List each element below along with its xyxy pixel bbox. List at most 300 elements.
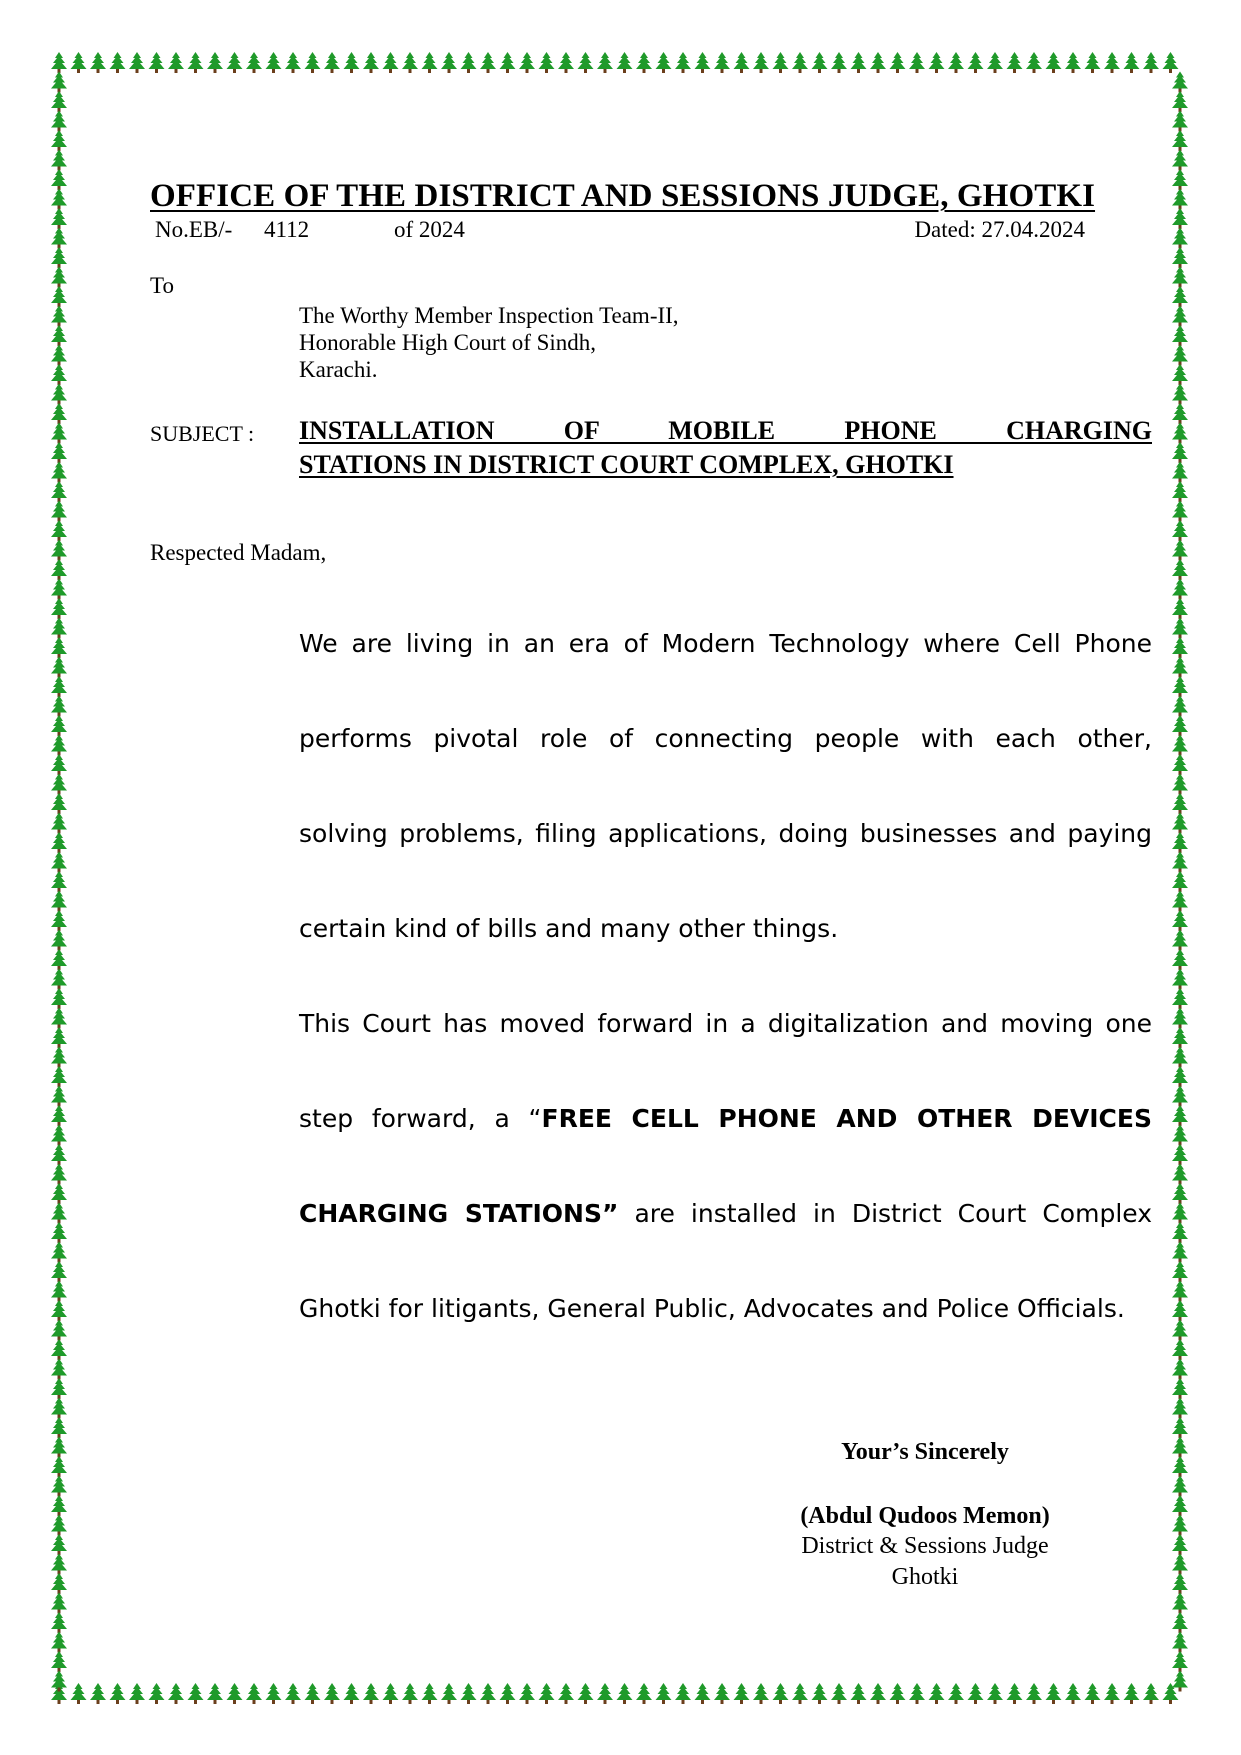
tree-icon bbox=[1172, 1339, 1188, 1360]
tree-icon bbox=[51, 208, 67, 229]
tree-icon bbox=[1172, 228, 1188, 249]
tree-icon bbox=[1172, 130, 1188, 151]
tree-icon bbox=[1172, 1164, 1188, 1185]
tree-icon bbox=[1007, 52, 1023, 73]
tree-icon bbox=[1172, 1144, 1188, 1165]
tree-icon bbox=[422, 1683, 438, 1704]
tree-icon bbox=[1172, 1047, 1188, 1068]
tree-icon bbox=[51, 1047, 67, 1068]
tree-icon bbox=[266, 52, 282, 73]
tree-icon bbox=[1172, 169, 1188, 190]
tree-icon bbox=[51, 793, 67, 814]
tree-icon bbox=[1172, 111, 1188, 132]
tree-icon bbox=[51, 1008, 67, 1029]
tree-icon bbox=[344, 1683, 360, 1704]
body-line: We are living in an era of Modern Technology where Cell Phone bbox=[299, 629, 1152, 658]
tree-icon bbox=[51, 1417, 67, 1438]
salutation: Respected Madam, bbox=[150, 540, 327, 565]
tree-icon bbox=[539, 52, 555, 73]
tree-icon bbox=[1172, 793, 1188, 814]
tree-icon bbox=[1172, 462, 1188, 483]
body-line bbox=[299, 1198, 1152, 1230]
tree-icon bbox=[1172, 286, 1188, 307]
tree-icon bbox=[441, 1683, 457, 1704]
tree-icon bbox=[1104, 52, 1120, 73]
tree-icon bbox=[51, 1359, 67, 1380]
tree-icon bbox=[51, 1105, 67, 1126]
tree-icon bbox=[51, 91, 67, 112]
tree-icon bbox=[441, 52, 457, 73]
tree-icon bbox=[51, 1320, 67, 1341]
tree-icon bbox=[51, 1651, 67, 1672]
tree-icon bbox=[812, 1683, 828, 1704]
tree-icon bbox=[402, 1683, 418, 1704]
tree-icon bbox=[1172, 871, 1188, 892]
addressee-line: Karachi. bbox=[299, 357, 378, 382]
tree-icon bbox=[207, 52, 223, 73]
tree-icon bbox=[324, 1683, 340, 1704]
tree-icon bbox=[1172, 1495, 1188, 1516]
tree-icon bbox=[1172, 910, 1188, 931]
reference-prefix: No.EB/- bbox=[155, 217, 233, 242]
tree-icon bbox=[831, 52, 847, 73]
tree-icon bbox=[51, 501, 67, 522]
tree-icon bbox=[1172, 150, 1188, 171]
tree-icon bbox=[51, 1437, 67, 1458]
tree-icon bbox=[1172, 267, 1188, 288]
tree-icon bbox=[1046, 1683, 1062, 1704]
tree-icon bbox=[51, 696, 67, 717]
tree-icon bbox=[929, 1683, 945, 1704]
tree-icon bbox=[851, 1683, 867, 1704]
tree-icon bbox=[1172, 930, 1188, 951]
tree-icon bbox=[617, 52, 633, 73]
tree-icon bbox=[51, 1261, 67, 1282]
tree-icon bbox=[1172, 988, 1188, 1009]
tree-icon bbox=[168, 52, 184, 73]
tree-icon bbox=[1172, 1008, 1188, 1029]
tree-icon bbox=[51, 364, 67, 385]
tree-icon bbox=[734, 1683, 750, 1704]
tree-icon bbox=[1172, 325, 1188, 346]
body-line: solving problems, filing applications, doing businesses and paying bbox=[299, 819, 1152, 848]
tree-icon bbox=[51, 813, 67, 834]
tree-icon bbox=[675, 52, 691, 73]
tree-icon bbox=[890, 52, 906, 73]
tree-icon bbox=[1172, 852, 1188, 873]
tree-icon bbox=[51, 1086, 67, 1107]
tree-icon bbox=[831, 1683, 847, 1704]
tree-icon bbox=[1172, 1027, 1188, 1048]
tree-icon bbox=[51, 891, 67, 912]
tree-icon bbox=[1172, 1593, 1188, 1614]
tree-icon bbox=[383, 1683, 399, 1704]
tree-icon bbox=[1172, 735, 1188, 756]
tree-icon bbox=[51, 949, 67, 970]
tree-icon bbox=[1172, 1515, 1188, 1536]
tree-icon bbox=[1172, 1573, 1188, 1594]
tree-icon bbox=[480, 52, 496, 73]
tree-icon bbox=[51, 1456, 67, 1477]
tree-icon bbox=[51, 462, 67, 483]
tree-icon bbox=[51, 267, 67, 288]
closing: Your’s Sincerely bbox=[841, 1439, 1009, 1465]
tree-icon bbox=[1172, 676, 1188, 697]
tree-icon bbox=[51, 988, 67, 1009]
tree-icon bbox=[363, 52, 379, 73]
tree-icon bbox=[1172, 1300, 1188, 1321]
tree-icon bbox=[51, 969, 67, 990]
signatory-name: (Abdul Qudoos Memon) bbox=[800, 1503, 1050, 1529]
tree-icon bbox=[1172, 1359, 1188, 1380]
tree-icon bbox=[324, 52, 340, 73]
tree-icon bbox=[1172, 1222, 1188, 1243]
tree-icon bbox=[90, 52, 106, 73]
tree-icon bbox=[51, 1027, 67, 1048]
signatory-place: Ghotki bbox=[891, 1564, 959, 1590]
tree-icon bbox=[1085, 1683, 1101, 1704]
tree-icon bbox=[597, 52, 613, 73]
tree-icon bbox=[51, 1632, 67, 1653]
tree-icon bbox=[51, 1476, 67, 1497]
tree-icon bbox=[1172, 1105, 1188, 1126]
tree-icon bbox=[51, 481, 67, 502]
tree-icon bbox=[51, 559, 67, 580]
tree-icon bbox=[51, 598, 67, 619]
tree-icon bbox=[792, 52, 808, 73]
tree-icon bbox=[1124, 52, 1140, 73]
tree-icon bbox=[51, 657, 67, 678]
tree-icon bbox=[636, 1683, 652, 1704]
tree-icon bbox=[51, 247, 67, 268]
tree-icon bbox=[402, 52, 418, 73]
tree-icon bbox=[51, 423, 67, 444]
tree-icon bbox=[695, 52, 711, 73]
tree-icon bbox=[1172, 657, 1188, 678]
tree-icon bbox=[1172, 1398, 1188, 1419]
tree-icon bbox=[500, 1683, 516, 1704]
tree-icon bbox=[519, 52, 535, 73]
tree-icon bbox=[1104, 1683, 1120, 1704]
tree-icon bbox=[597, 1683, 613, 1704]
tree-icon bbox=[168, 1683, 184, 1704]
tree-icon bbox=[675, 1683, 691, 1704]
tree-icon bbox=[51, 910, 67, 931]
tree-icon bbox=[1172, 442, 1188, 463]
tree-icon bbox=[1172, 1437, 1188, 1458]
tree-icon bbox=[1172, 72, 1188, 93]
tree-icon bbox=[188, 52, 204, 73]
tree-icon bbox=[1172, 1378, 1188, 1399]
tree-icon bbox=[51, 1281, 67, 1302]
tree-icon bbox=[51, 852, 67, 873]
tree-icon bbox=[792, 1683, 808, 1704]
tree-icon bbox=[129, 1683, 145, 1704]
tree-icon bbox=[51, 1183, 67, 1204]
tree-icon bbox=[1065, 1683, 1081, 1704]
tree-icon bbox=[51, 130, 67, 151]
tree-icon bbox=[51, 1534, 67, 1555]
tree-icon bbox=[1172, 949, 1188, 970]
tree-icon bbox=[1065, 52, 1081, 73]
tree-icon bbox=[51, 735, 67, 756]
tree-icon bbox=[51, 1683, 67, 1704]
tree-icon bbox=[812, 52, 828, 73]
tree-icon bbox=[1172, 1554, 1188, 1575]
tree-icon bbox=[1172, 813, 1188, 834]
tree-icon bbox=[110, 1683, 126, 1704]
tree-icon bbox=[71, 52, 87, 73]
tree-icon bbox=[51, 1554, 67, 1575]
tree-icon bbox=[51, 1573, 67, 1594]
tree-icon bbox=[636, 52, 652, 73]
tree-icon bbox=[519, 1683, 535, 1704]
tree-icon bbox=[909, 52, 925, 73]
tree-icon bbox=[870, 52, 886, 73]
tree-icon bbox=[51, 1398, 67, 1419]
tree-icon bbox=[695, 1683, 711, 1704]
tree-icon bbox=[51, 1515, 67, 1536]
tree-icon bbox=[753, 1683, 769, 1704]
tree-icon bbox=[129, 52, 145, 73]
tree-icon bbox=[1172, 1651, 1188, 1672]
tree-icon bbox=[558, 1683, 574, 1704]
tree-icon bbox=[1172, 1203, 1188, 1224]
body-text: step forward, a “ bbox=[299, 1104, 542, 1133]
tree-icon bbox=[51, 384, 67, 405]
tree-icon bbox=[539, 1683, 555, 1704]
tree-icon bbox=[51, 1593, 67, 1614]
tree-icon bbox=[1172, 1242, 1188, 1263]
tree-icon bbox=[1172, 1671, 1188, 1692]
body-emphasis: CHARGING STATIONS” bbox=[299, 1199, 619, 1228]
tree-icon bbox=[1172, 306, 1188, 327]
tree-icon bbox=[734, 52, 750, 73]
tree-icon bbox=[1172, 91, 1188, 112]
reference-number: 4112 bbox=[264, 217, 310, 242]
tree-icon bbox=[246, 1683, 262, 1704]
tree-icon bbox=[1026, 52, 1042, 73]
tree-icon bbox=[383, 52, 399, 73]
body-line bbox=[299, 1103, 1152, 1135]
tree-icon bbox=[51, 1125, 67, 1146]
tree-icon bbox=[1172, 403, 1188, 424]
tree-icon bbox=[1172, 891, 1188, 912]
tree-icon bbox=[71, 1683, 87, 1704]
tree-icon bbox=[1172, 1417, 1188, 1438]
tree-icon bbox=[1124, 1683, 1140, 1704]
tree-icon bbox=[1172, 598, 1188, 619]
tree-icon bbox=[51, 618, 67, 639]
tree-icon bbox=[51, 1300, 67, 1321]
tree-icon bbox=[51, 325, 67, 346]
tree-icon bbox=[51, 442, 67, 463]
signatory-designation: District & Sessions Judge bbox=[801, 1533, 1049, 1559]
letter-date: Dated: 27.04.2024 bbox=[914, 217, 1085, 242]
tree-icon bbox=[1172, 754, 1188, 775]
subject-line: STATIONS IN DISTRICT COURT COMPLEX, GHOTKI bbox=[299, 450, 954, 479]
tree-icon bbox=[1172, 637, 1188, 658]
tree-icon bbox=[227, 1683, 243, 1704]
tree-icon bbox=[1172, 1066, 1188, 1087]
tree-icon bbox=[968, 1683, 984, 1704]
subject-label: SUBJECT : bbox=[150, 421, 255, 446]
tree-icon bbox=[1172, 208, 1188, 229]
tree-icon bbox=[51, 637, 67, 658]
office-title: OFFICE OF THE DISTRICT AND SESSIONS JUDGE, GHOTKI bbox=[150, 178, 1096, 214]
tree-icon bbox=[1172, 501, 1188, 522]
tree-icon bbox=[1172, 1632, 1188, 1653]
tree-icon bbox=[1172, 1534, 1188, 1555]
tree-icon bbox=[207, 1683, 223, 1704]
tree-icon bbox=[558, 52, 574, 73]
tree-icon bbox=[51, 540, 67, 561]
tree-icon bbox=[305, 52, 321, 73]
body-line: performs pivotal role of connecting people with each other, bbox=[299, 724, 1152, 753]
tree-icon bbox=[51, 754, 67, 775]
tree-icon bbox=[948, 1683, 964, 1704]
tree-icon bbox=[1172, 364, 1188, 385]
tree-icon bbox=[51, 1612, 67, 1633]
tree-icon bbox=[714, 52, 730, 73]
tree-icon bbox=[51, 1066, 67, 1087]
tree-icon bbox=[461, 52, 477, 73]
tree-icon bbox=[51, 1144, 67, 1165]
tree-icon bbox=[1172, 384, 1188, 405]
tree-icon bbox=[363, 1683, 379, 1704]
tree-icon bbox=[51, 1242, 67, 1263]
tree-icon bbox=[987, 1683, 1003, 1704]
tree-icon bbox=[188, 1683, 204, 1704]
tree-icon bbox=[51, 1203, 67, 1224]
tree-icon bbox=[1172, 520, 1188, 541]
tree-icon bbox=[890, 1683, 906, 1704]
tree-icon bbox=[1172, 540, 1188, 561]
tree-icon bbox=[51, 871, 67, 892]
tree-icon bbox=[51, 676, 67, 697]
body-line: certain kind of bills and many other things. bbox=[299, 914, 839, 943]
tree-icon bbox=[1172, 247, 1188, 268]
tree-icon bbox=[51, 169, 67, 190]
tree-icon bbox=[1143, 1683, 1159, 1704]
body-emphasis: FREE CELL PHONE AND OTHER DEVICES bbox=[541, 1104, 1152, 1133]
reference-year: of 2024 bbox=[394, 217, 465, 242]
tree-icon bbox=[149, 1683, 165, 1704]
tree-icon bbox=[1172, 618, 1188, 639]
tree-icon bbox=[1172, 423, 1188, 444]
tree-icon bbox=[500, 52, 516, 73]
tree-icon bbox=[51, 520, 67, 541]
tree-icon bbox=[51, 1339, 67, 1360]
addressee-line: The Worthy Member Inspection Team-II, bbox=[299, 303, 679, 328]
tree-icon bbox=[987, 52, 1003, 73]
subject-text bbox=[299, 414, 1152, 482]
tree-icon bbox=[51, 1671, 67, 1692]
addressee-line: Honorable High Court of Sindh, bbox=[299, 330, 597, 355]
tree-icon bbox=[1163, 1683, 1179, 1704]
tree-icon bbox=[909, 1683, 925, 1704]
tree-icon bbox=[51, 930, 67, 951]
tree-icon bbox=[1172, 969, 1188, 990]
tree-icon bbox=[51, 1164, 67, 1185]
tree-icon bbox=[1172, 1261, 1188, 1282]
tree-icon bbox=[461, 1683, 477, 1704]
tree-icon bbox=[578, 1683, 594, 1704]
body-line: This Court has moved forward in a digitalization and moving one bbox=[299, 1009, 1152, 1038]
tree-icon bbox=[656, 52, 672, 73]
tree-icon bbox=[714, 1683, 730, 1704]
tree-icon bbox=[1172, 1086, 1188, 1107]
tree-icon bbox=[51, 52, 67, 73]
tree-icon bbox=[51, 403, 67, 424]
tree-icon bbox=[51, 189, 67, 210]
tree-icon bbox=[1172, 1476, 1188, 1497]
tree-icon bbox=[285, 52, 301, 73]
tree-icon bbox=[1007, 1683, 1023, 1704]
tree-icon bbox=[773, 1683, 789, 1704]
tree-icon bbox=[1143, 52, 1159, 73]
tree-icon bbox=[1172, 579, 1188, 600]
tree-icon bbox=[51, 150, 67, 171]
tree-icon bbox=[1172, 481, 1188, 502]
tree-icon bbox=[1172, 1281, 1188, 1302]
tree-icon bbox=[968, 52, 984, 73]
tree-icon bbox=[51, 111, 67, 132]
tree-icon bbox=[1172, 774, 1188, 795]
tree-icon bbox=[1172, 696, 1188, 717]
tree-icon bbox=[51, 1495, 67, 1516]
tree-icon bbox=[51, 1378, 67, 1399]
to-label: To bbox=[150, 273, 174, 298]
tree-icon bbox=[51, 832, 67, 853]
tree-icon bbox=[51, 579, 67, 600]
tree-icon bbox=[578, 52, 594, 73]
tree-icon bbox=[948, 52, 964, 73]
tree-icon bbox=[1026, 1683, 1042, 1704]
tree-icon bbox=[149, 52, 165, 73]
tree-icon bbox=[1172, 1125, 1188, 1146]
tree-icon bbox=[1046, 52, 1062, 73]
tree-icon bbox=[305, 1683, 321, 1704]
tree-icon bbox=[422, 52, 438, 73]
tree-icon bbox=[1172, 1183, 1188, 1204]
tree-icon bbox=[480, 1683, 496, 1704]
tree-icon bbox=[929, 52, 945, 73]
tree-icon bbox=[51, 774, 67, 795]
tree-icon bbox=[266, 1683, 282, 1704]
tree-icon bbox=[344, 52, 360, 73]
tree-icon bbox=[1172, 345, 1188, 366]
body-text: are installed in District Court Complex bbox=[618, 1199, 1153, 1228]
tree-icon bbox=[870, 1683, 886, 1704]
tree-icon bbox=[110, 52, 126, 73]
tree-icon bbox=[51, 345, 67, 366]
tree-icon bbox=[753, 52, 769, 73]
tree-icon bbox=[1172, 832, 1188, 853]
tree-icon bbox=[51, 1222, 67, 1243]
tree-icon bbox=[51, 306, 67, 327]
tree-icon bbox=[1172, 1612, 1188, 1633]
tree-icon bbox=[51, 72, 67, 93]
tree-icon bbox=[851, 52, 867, 73]
tree-icon bbox=[1172, 715, 1188, 736]
tree-icon bbox=[51, 228, 67, 249]
tree-icon bbox=[51, 286, 67, 307]
tree-icon bbox=[1172, 1320, 1188, 1341]
tree-icon bbox=[90, 1683, 106, 1704]
tree-icon bbox=[1172, 1456, 1188, 1477]
tree-icon bbox=[1085, 52, 1101, 73]
